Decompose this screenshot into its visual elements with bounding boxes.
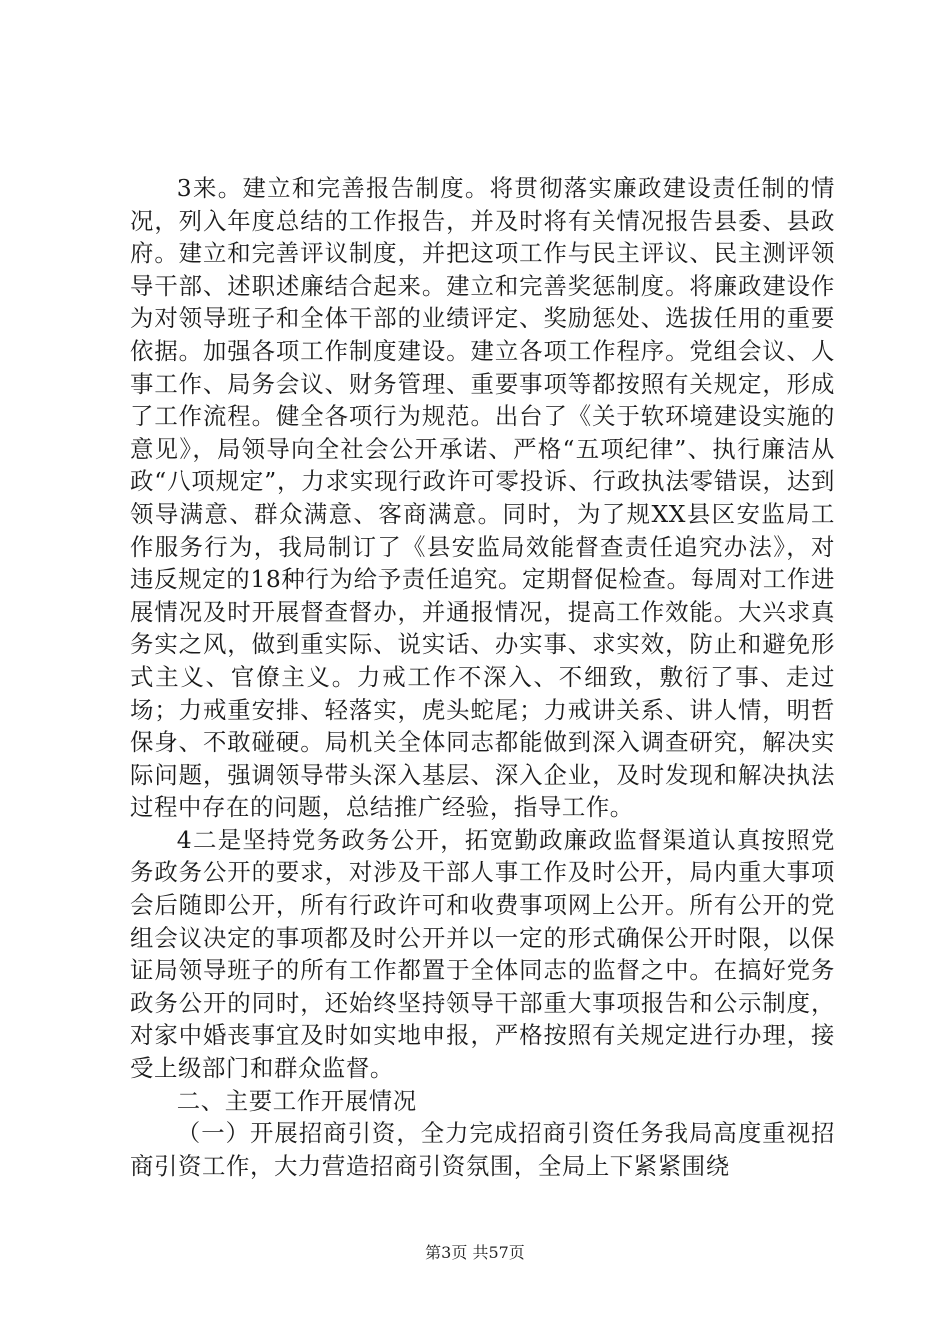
paragraph-3: （一）开展招商引资，全力完成招商引资任务我局高度重视招商引资工作，大力营造招商引资氛围，全局上下紧紧围绕 xyxy=(130,1119,835,1180)
section-heading: 二、主要工作开展情况 xyxy=(176,1086,417,1115)
paragraph-1: 3来。建立和完善报告制度。将贯彻落实廉政建设责任制的情况，列入年度总结的工作报告，并及时将有关情况报告县委、县政府。建立和完善评议制度，并把这项工作与民主评议、民主测评领导干部、述职述廉结合起来。建立和完善奖惩制度。将廉政建设作为对领导班子和全体干部的业绩评定、奖励惩处、选拔任用的重要依据。加强各项工作制度建设。建立各项工作程序。党组会议、人事工作、局务会议、财务管理、重要事项等都按照有关规定，形成了工作流程。健全各项行为规范。出台了《关于软环境建设实施的意见》，局领导向全社会公开承诺、严格“五项纪律”、执行廉洁从政“八项规定”，力求实现行政许可零投诉、行政执法零错误，达到领导满意、群众满意、客商满意。同时，为了规XX县区安监局工作服务行为，我局制订了《县安监局效能督查责任追究办法》，对违反规定的18种行为给予责任追究。定期督促检查。每周对工作进展情况及时开展督查督办，并通报情况，提高工作效能。大兴求真务实之风，做到重实际、说实话、办实事、求实效，防止和避免形式主义、官僚主义。力戒工作不深入、不细致，敷衍了事、走过场；力戒重安排、轻落实，虎头蛇尾；力戒讲关系、讲人情，明哲保身、不敢碰硬。局机关全体同志都能做到深入调查研究，解决实际问题，强调领导带头深入基层、深入企业，及时发现和解决执法过程中存在的问题，总结推广经验，指导工作。 xyxy=(130,174,835,822)
page-number-label: 第3页 共57页 xyxy=(425,1243,525,1262)
paragraph-2: 4二是坚持党务政务公开，拓宽勤政廉政监督渠道认真按照党务政务公开的要求，对涉及干部人事工作及时公开，局内重大事项会后随即公开，所有行政许可和收费事项网上公开。所有公开的党组会议决定的事项都及时公开并以一定的形式确保公开时限，以保证局领导班子的所有工作都置于全体同志的监督之中。在搞好党务政务公开的同时，还始终坚持领导干部重大事项报告和公示制度，对家中婚丧事宜及时如实地申报，严格按照有关规定进行办理，接受上级部门和群众监督。 xyxy=(130,825,835,1083)
document-body xyxy=(130,172,835,1182)
page-footer xyxy=(0,1243,950,1263)
